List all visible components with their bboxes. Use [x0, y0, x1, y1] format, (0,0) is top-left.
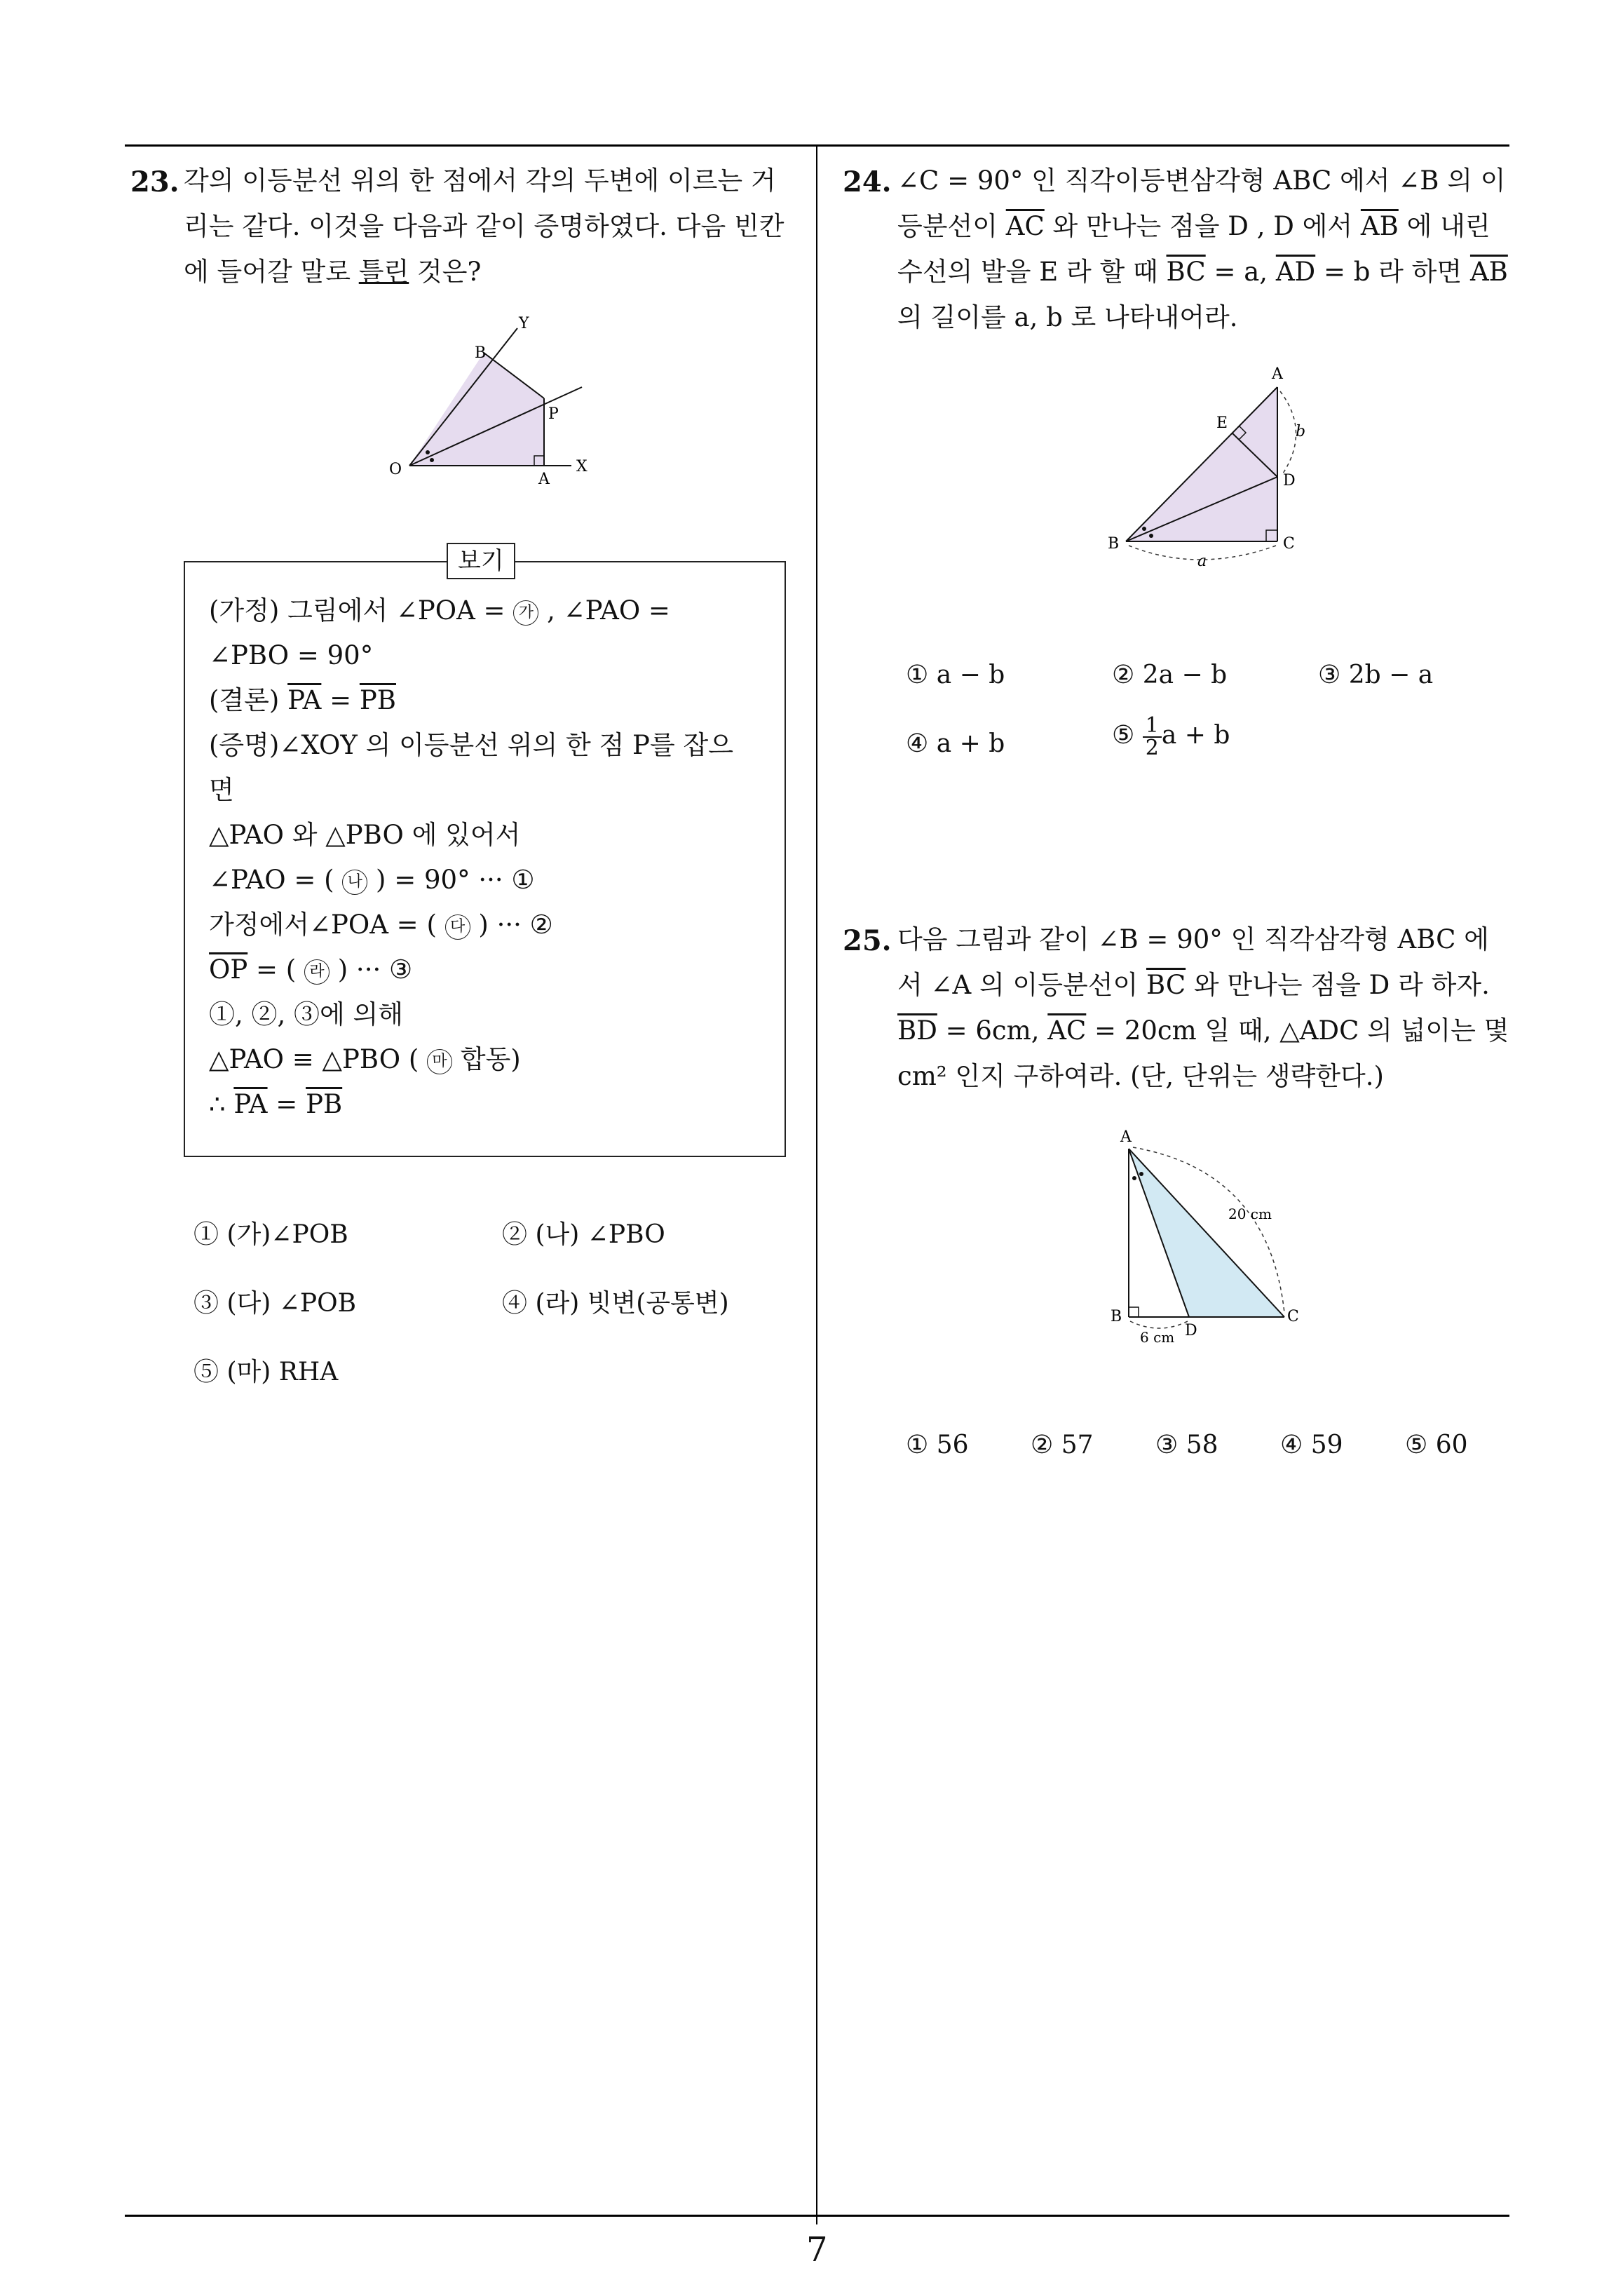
q25-right-angle-b: [1129, 1307, 1139, 1317]
q25-angle-dot: [1139, 1172, 1143, 1176]
q23-angle-dot: [426, 450, 430, 454]
box-line-congruent: △PAO ≡ △PBO ( 마 합동): [209, 1044, 521, 1074]
q24-label-a: A: [1272, 365, 1283, 383]
box-line-step3: $\overline{OP}$ = ( 라 ) ··· ③: [209, 954, 413, 985]
q23-option-2[interactable]: ② (나) ∠PBO: [502, 1220, 665, 1249]
q24-label-b-side: b: [1296, 423, 1306, 440]
q24-label-a-side: a: [1197, 553, 1207, 570]
q25-label-a: A: [1120, 1128, 1132, 1146]
q24-stem-line1: ∠C = 90° 인 직각이등변삼각형 ABC 에서 ∠B 의 이: [897, 166, 1506, 196]
q25-number: 25.: [843, 924, 892, 957]
q25-label-d: D: [1185, 1322, 1197, 1339]
q25-stem-line3: $\overline{BD} = 6cm$, $\overline{AC} = 20cm$ 일 때, △ADC 의 넓이는 몇: [897, 1015, 1509, 1046]
box-line-step1: ∠PAO = ( 나 ) = 90° ··· ①: [209, 865, 535, 895]
q23-stem-line1: 각의 이등분선 위의 한 점에서 각의 두변에 이르는 거: [184, 166, 776, 196]
q24-label-e: E: [1216, 414, 1228, 432]
blank-da: 다: [445, 914, 470, 940]
q24-number: 24.: [843, 166, 892, 198]
box-line-triangles: △PAO 와 △PBO 에 있어서: [209, 820, 521, 850]
q24-option-1[interactable]: ① a − b: [906, 661, 1005, 689]
q25-option-1[interactable]: ① 56: [906, 1431, 969, 1459]
box-line-by: ①, ②, ③에 의해: [209, 999, 404, 1029]
q25-stem-line4: cm² 인지 구하여라. (단, 단위는 생략한다.): [897, 1061, 1384, 1091]
q25-option-3[interactable]: ③ 58: [1155, 1431, 1218, 1459]
bottom-rule: [125, 2215, 1509, 2217]
q24-stem-line3: 수선의 발을 E 라 할 때 $\overline{BC} = a$, $\overline{AD} = b$ 라 하면 $\overline{AB}$: [897, 257, 1508, 287]
blank-na: 나: [342, 870, 367, 895]
column-divider: [816, 144, 817, 2224]
q23-figure: [379, 309, 603, 491]
q24-angle-dot: [1142, 527, 1146, 531]
q24-label-b: B: [1108, 535, 1120, 553]
box-line-proof: (증명)∠XOY 의 이등분선 위의 한 점 P를 잡으: [209, 730, 733, 760]
q24-option-5[interactable]: ⑤ $\frac{1}{2}$ a + b: [1112, 713, 1230, 760]
q24-label-d: D: [1283, 472, 1296, 489]
blank-ga: 가: [513, 600, 538, 626]
q25-label-bd: 6 cm: [1140, 1329, 1175, 1346]
q23-angle-dot: [430, 458, 434, 462]
q25-figure: [1101, 1122, 1311, 1353]
q23-box-title: 보기: [447, 543, 515, 579]
q24-angle-dot: [1149, 534, 1153, 538]
q25-arc-bd: [1130, 1321, 1188, 1328]
q24-stem-line4: 의 길이를 a, b 로 나타내어라.: [897, 302, 1238, 332]
q25-option-5[interactable]: ⑤ 60: [1405, 1431, 1468, 1459]
box-line-therefore: ∴ $\overline{PA} = \overline{PB}$: [209, 1089, 343, 1119]
box-line-conclusion: (결론) $\overline{PA} = \overline{PB}$: [209, 685, 396, 715]
q23-shaded-quad: [409, 353, 544, 466]
q23-option-1[interactable]: ① (가)∠POB: [193, 1220, 348, 1249]
q25-stem-line1: 다음 그림과 같이 ∠B = 90° 인 직각삼각형 ABC 에: [897, 924, 1489, 954]
q25-stem-line2: 서 ∠A 의 이등분선이 $\overline{BC}$ 와 만나는 점을 D 라 하자.: [897, 970, 1490, 1000]
box-line-assumption: (가정) 그림에서 ∠POA = 가 , ∠PAO =: [209, 595, 670, 626]
q23-stem-line3: 에 들어갈 말로 틀린 것은?: [184, 257, 482, 287]
q24-figure: [1101, 358, 1332, 582]
q24-stem-line2: 등분선이 $\overline{AC}$ 와 만나는 점을 D , D 에서 $\overline{AB}$ 에 내린: [897, 211, 1490, 241]
q24-option-4[interactable]: ④ a + b: [906, 729, 1005, 758]
q23-option-3[interactable]: ③ (다) ∠POB: [193, 1289, 357, 1318]
q23-label-a: A: [538, 471, 550, 488]
q24-label-c: C: [1283, 535, 1295, 553]
box-line-proof-cont: 면: [209, 775, 234, 805]
q23-label-b: B: [475, 344, 487, 362]
q24-arc-b: [1280, 391, 1296, 475]
q23-label-p: P: [548, 405, 559, 423]
box-line-step2: 가정에서∠POA = ( 다 ) ··· ②: [209, 910, 553, 940]
blank-ra: 라: [304, 959, 330, 985]
q23-label-o: O: [389, 461, 402, 478]
q25-label-c: C: [1287, 1308, 1299, 1325]
q23-number: 23.: [130, 166, 179, 198]
page-number: 7: [806, 2230, 828, 2269]
q24-option-3[interactable]: ③ 2b − a: [1318, 661, 1434, 689]
q23-option-5[interactable]: ⑤ (마) RHA: [193, 1358, 339, 1386]
q24-option5-fraction: $\frac{1}{2}$: [1143, 715, 1162, 759]
q23-stem-line2: 리는 같다. 이것을 다음과 같이 증명하였다. 다음 빈칸: [184, 211, 785, 241]
q23-label-x: X: [576, 458, 588, 475]
q25-option-2[interactable]: ② 57: [1031, 1431, 1094, 1459]
q23-option-4[interactable]: ④ (라) 빗변(공통변): [502, 1289, 729, 1318]
q25-option-4[interactable]: ④ 59: [1280, 1431, 1343, 1459]
q25-label-ac: 20 cm: [1228, 1206, 1272, 1222]
q23-label-y: Y: [519, 315, 529, 332]
q25-label-b: B: [1111, 1308, 1122, 1325]
q24-option-2[interactable]: ② 2a − b: [1112, 661, 1228, 689]
box-line-pbo: ∠PBO = 90°: [209, 640, 374, 670]
blank-ma: 마: [427, 1049, 452, 1074]
q25-angle-dot: [1132, 1176, 1136, 1180]
